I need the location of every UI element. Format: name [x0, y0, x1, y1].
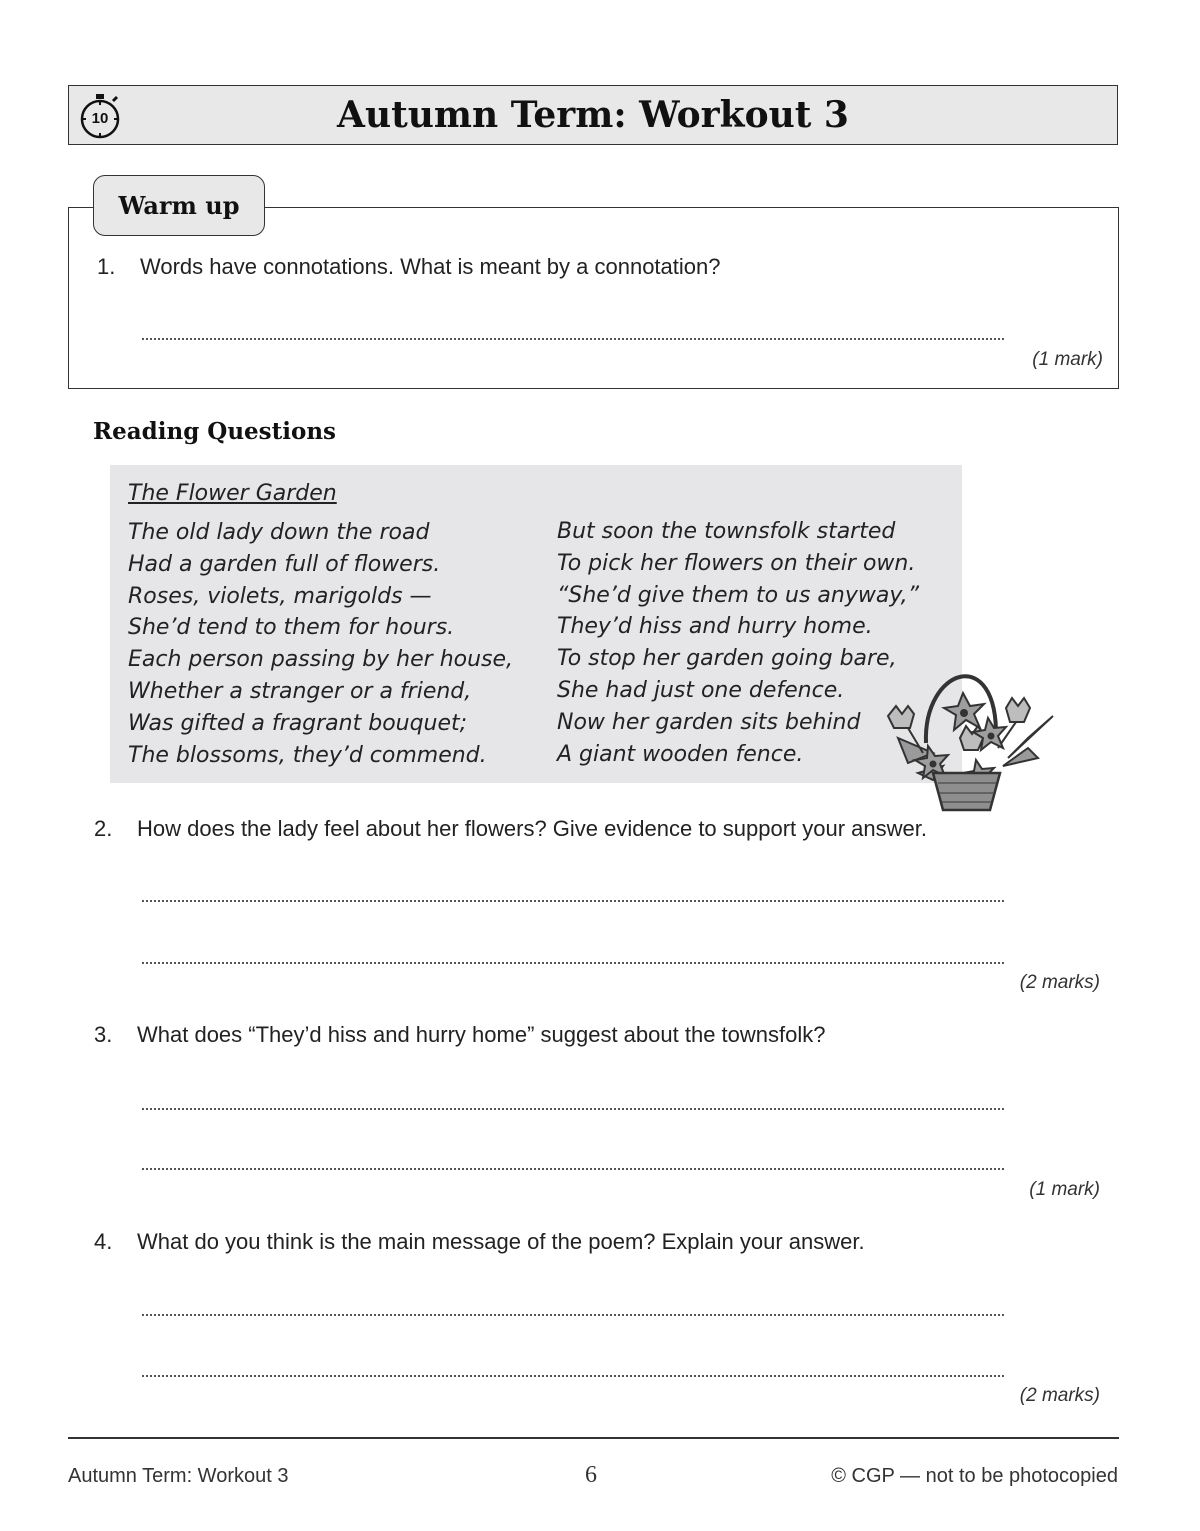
poem-line: She had just one defence. — [557, 677, 845, 703]
timer-minutes: 10 — [91, 110, 109, 127]
answer-line[interactable] — [142, 1108, 1004, 1110]
question-3-marks: (1 mark) — [1029, 1179, 1100, 1200]
title-bar — [68, 85, 1118, 145]
section-heading: Reading Questions — [93, 418, 336, 445]
question-4-text: What do you think is the main message of the poem? Explain your answer. — [137, 1229, 865, 1254]
poem-line: Whether a stranger or a friend, — [128, 678, 472, 704]
question-1-number: 1. — [97, 254, 116, 279]
poem-line: They’d hiss and hurry home. — [557, 614, 873, 640]
poem-line: Roses, violets, marigolds — — [128, 583, 432, 609]
poem-line: Had a garden full of flowers. — [128, 551, 441, 577]
answer-line[interactable] — [142, 338, 1004, 340]
copyright-notice: © CGP — not to be photocopied — [831, 1465, 1118, 1487]
poem-line: She’d tend to them for hours. — [128, 615, 455, 641]
question-4-marks: (2 marks) — [1019, 1385, 1100, 1406]
question-2-number: 2. — [94, 816, 113, 841]
poem-stanza-left — [128, 517, 513, 771]
footer-title: Autumn Term: Workout 3 — [68, 1465, 289, 1487]
answer-line[interactable] — [142, 1375, 1004, 1377]
flower-basket-icon — [878, 648, 1056, 813]
question-3-number: 3. — [94, 1022, 113, 1047]
poem-title: The Flower Garden — [128, 481, 337, 506]
poem-stanza-right — [557, 516, 919, 770]
page-title: Autumn Term: Workout 3 — [337, 94, 849, 136]
answer-line[interactable] — [142, 962, 1004, 964]
question-2-marks: (2 marks) — [1019, 972, 1100, 993]
poem-line: A giant wooden fence. — [557, 741, 804, 767]
answer-line[interactable] — [142, 1168, 1004, 1170]
footer-divider — [68, 1437, 1119, 1439]
warm-up-tab: Warm up — [93, 175, 265, 236]
question-1-text: Words have connotations. What is meant by a connotation? — [140, 254, 721, 279]
poem-line: Was gifted a fragrant bouquet; — [128, 710, 468, 736]
poem-line: Each person passing by her house, — [128, 647, 514, 673]
question-4-number: 4. — [94, 1229, 113, 1254]
poem-line: Now her garden sits behind — [557, 709, 861, 735]
poem-line: But soon the townsfolk started — [557, 519, 896, 544]
poem-line: “She’d give them to us anyway,” — [557, 582, 920, 608]
poem-line: To stop her garden going bare, — [557, 646, 897, 672]
answer-line[interactable] — [142, 1314, 1004, 1316]
question-1-marks: (1 mark) — [1032, 349, 1103, 370]
question-2-text: How does the lady feel about her flowers? Give evidence to support your answer. — [137, 816, 928, 841]
page-number: 6 — [585, 1462, 597, 1488]
question-3-text: What does “They’d hiss and hurry home” suggest about the townsfolk? — [137, 1022, 826, 1047]
poem-line: To pick her flowers on their own. — [557, 550, 916, 576]
poem-line: The blossoms, they’d commend. — [128, 742, 487, 768]
answer-line[interactable] — [142, 900, 1004, 902]
poem-line: The old lady down the road — [128, 520, 430, 545]
